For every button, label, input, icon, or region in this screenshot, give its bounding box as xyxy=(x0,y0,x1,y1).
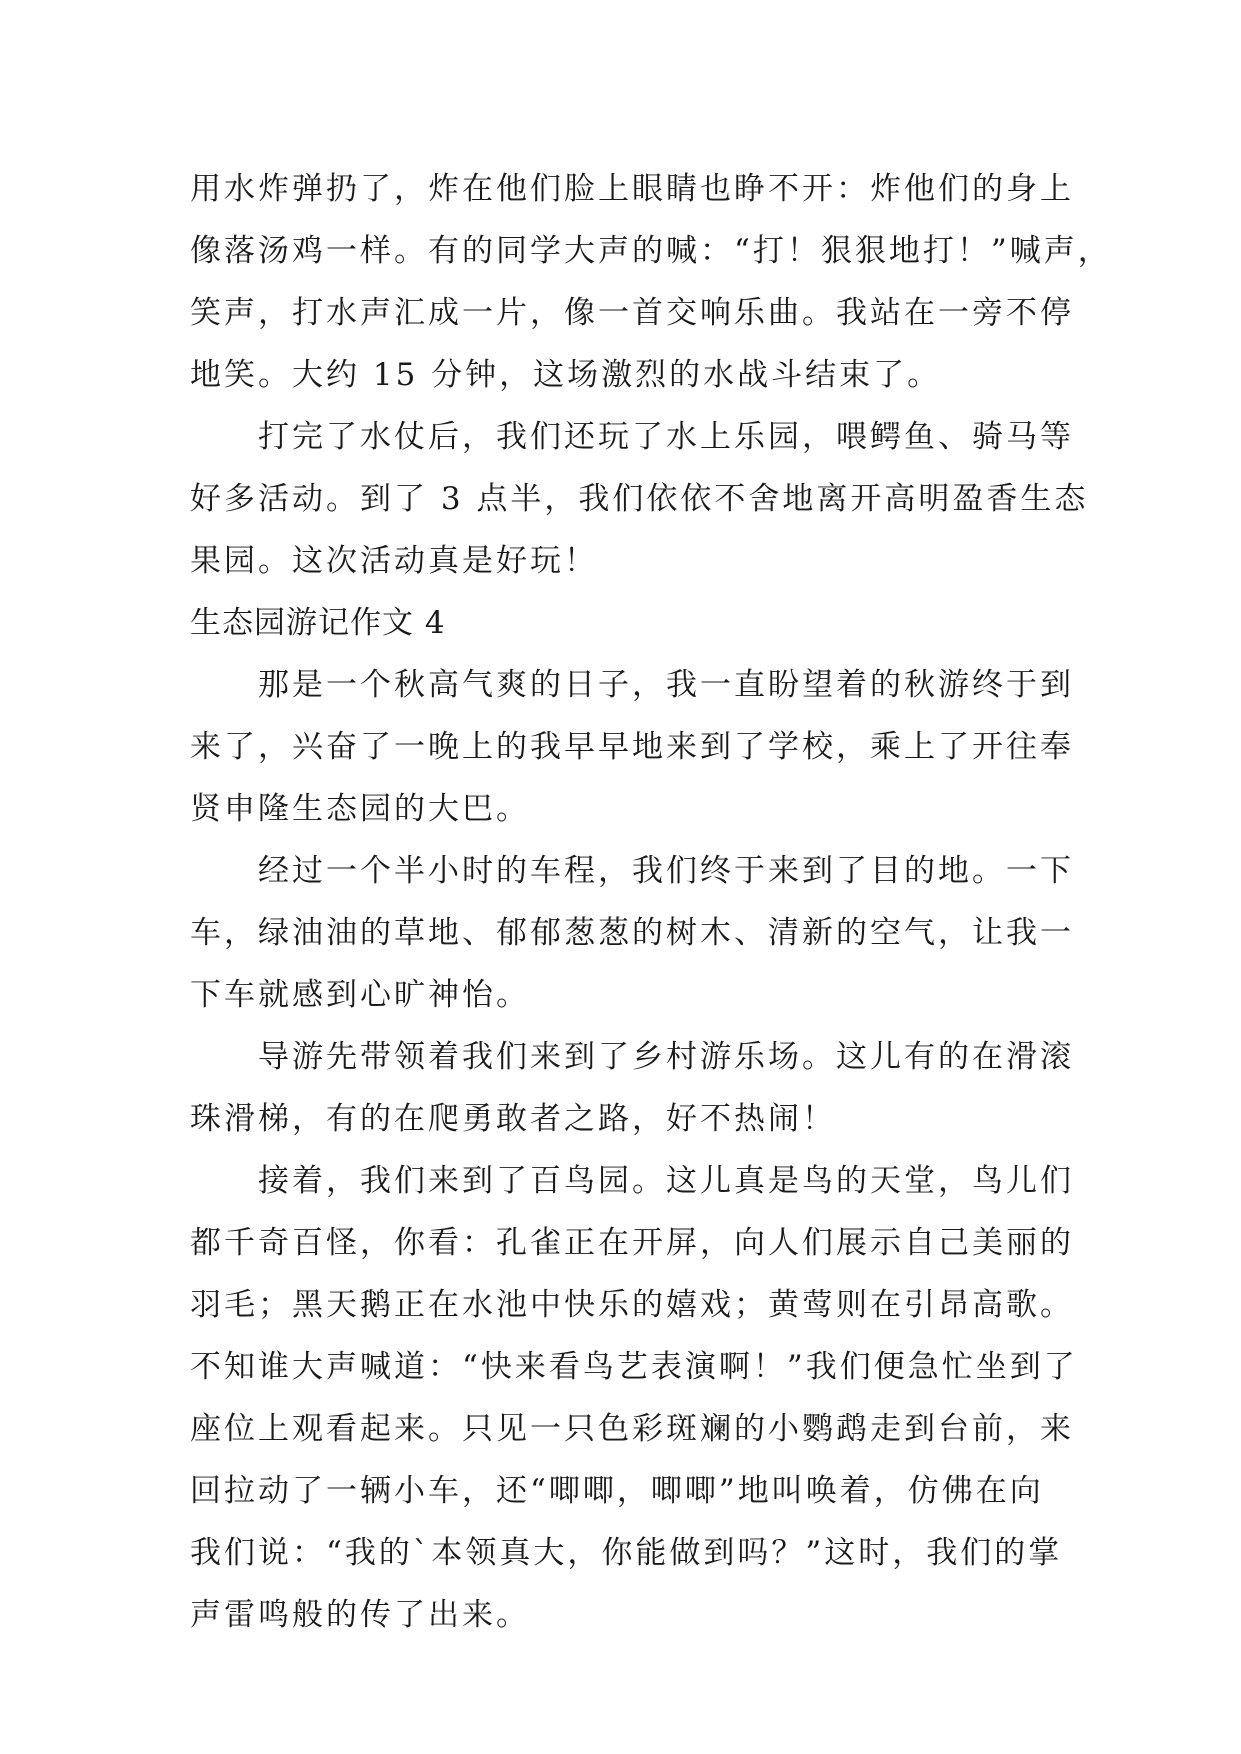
text-line: 不知谁大声喊道：“快来看鸟艺表演啊！”我们便急忙坐到了 xyxy=(190,1349,1078,1385)
paragraph-start-line: 经过一个半小时的车程，我们终于来到了目的地。一下 xyxy=(258,853,1074,889)
text-line: 珠滑梯，有的在爬勇敢者之路，好不热闹！ xyxy=(190,1101,836,1137)
text-line: 用水炸弹扔了，炸在他们脸上眼睛也睁不开：炸他们的身上 xyxy=(190,171,1074,207)
text-line: 好多活动。到了 3 点半，我们依依不舍地离开高明盈香生态 xyxy=(190,481,1089,517)
paragraph-start-line: 那是一个秋高气爽的日子，我一直盼望着的秋游终于到 xyxy=(258,667,1074,703)
text-line: 羽毛；黑天鹅正在水池中快乐的嬉戏；黄莺则在引昂高歌。 xyxy=(190,1287,1074,1323)
text-line: 车，绿油油的草地、郁郁葱葱的树木、清新的空气，让我一 xyxy=(190,915,1074,951)
text-line: 来了，兴奋了一晚上的我早早地来到了学校，乘上了开往奉 xyxy=(190,729,1074,765)
paragraph-start-line: 导游先带领着我们来到了乡村游乐场。这儿有的在滑滚 xyxy=(258,1039,1074,1075)
paragraph-start-line: 接着，我们来到了百鸟园。这儿真是鸟的天堂，鸟儿们 xyxy=(258,1163,1074,1199)
text-line: 回拉动了一辆小车，还“唧唧，唧唧”地叫唤着，仿佛在向 xyxy=(190,1473,1044,1509)
text-line: 笑声，打水声汇成一片，像一首交响乐曲。我站在一旁不停 xyxy=(190,295,1074,331)
text-line: 贤申隆生态园的大巴。 xyxy=(190,791,530,827)
text-line: 地笑。大约 15 分钟，这场激烈的水战斗结束了。 xyxy=(190,357,942,393)
text-line: 我们说：“我的`本领真大，你能做到吗？”这时，我们的掌 xyxy=(190,1535,1063,1571)
text-line: 像落汤鸡一样。有的同学大声的喊：“打！狠狠地打！”喊声， xyxy=(190,233,1112,269)
text-line: 下车就感到心旷神怡。 xyxy=(190,977,530,1013)
text-line: 都千奇百怪，你看：孔雀正在开屏，向人们展示自己美丽的 xyxy=(190,1225,1074,1261)
essay-body xyxy=(190,158,1112,1646)
text-line: 声雷鸣般的传了出来。 xyxy=(190,1597,530,1633)
section-heading: 生态园游记作文 4 xyxy=(190,605,446,641)
paragraph-start-line: 打完了水仗后，我们还玩了水上乐园，喂鳄鱼、骑马等 xyxy=(258,419,1074,455)
text-line: 果园。这次活动真是好玩！ xyxy=(190,543,598,579)
text-line: 座位上观看起来。只见一只色彩斑斓的小鹦鹉走到台前，来 xyxy=(190,1411,1074,1447)
